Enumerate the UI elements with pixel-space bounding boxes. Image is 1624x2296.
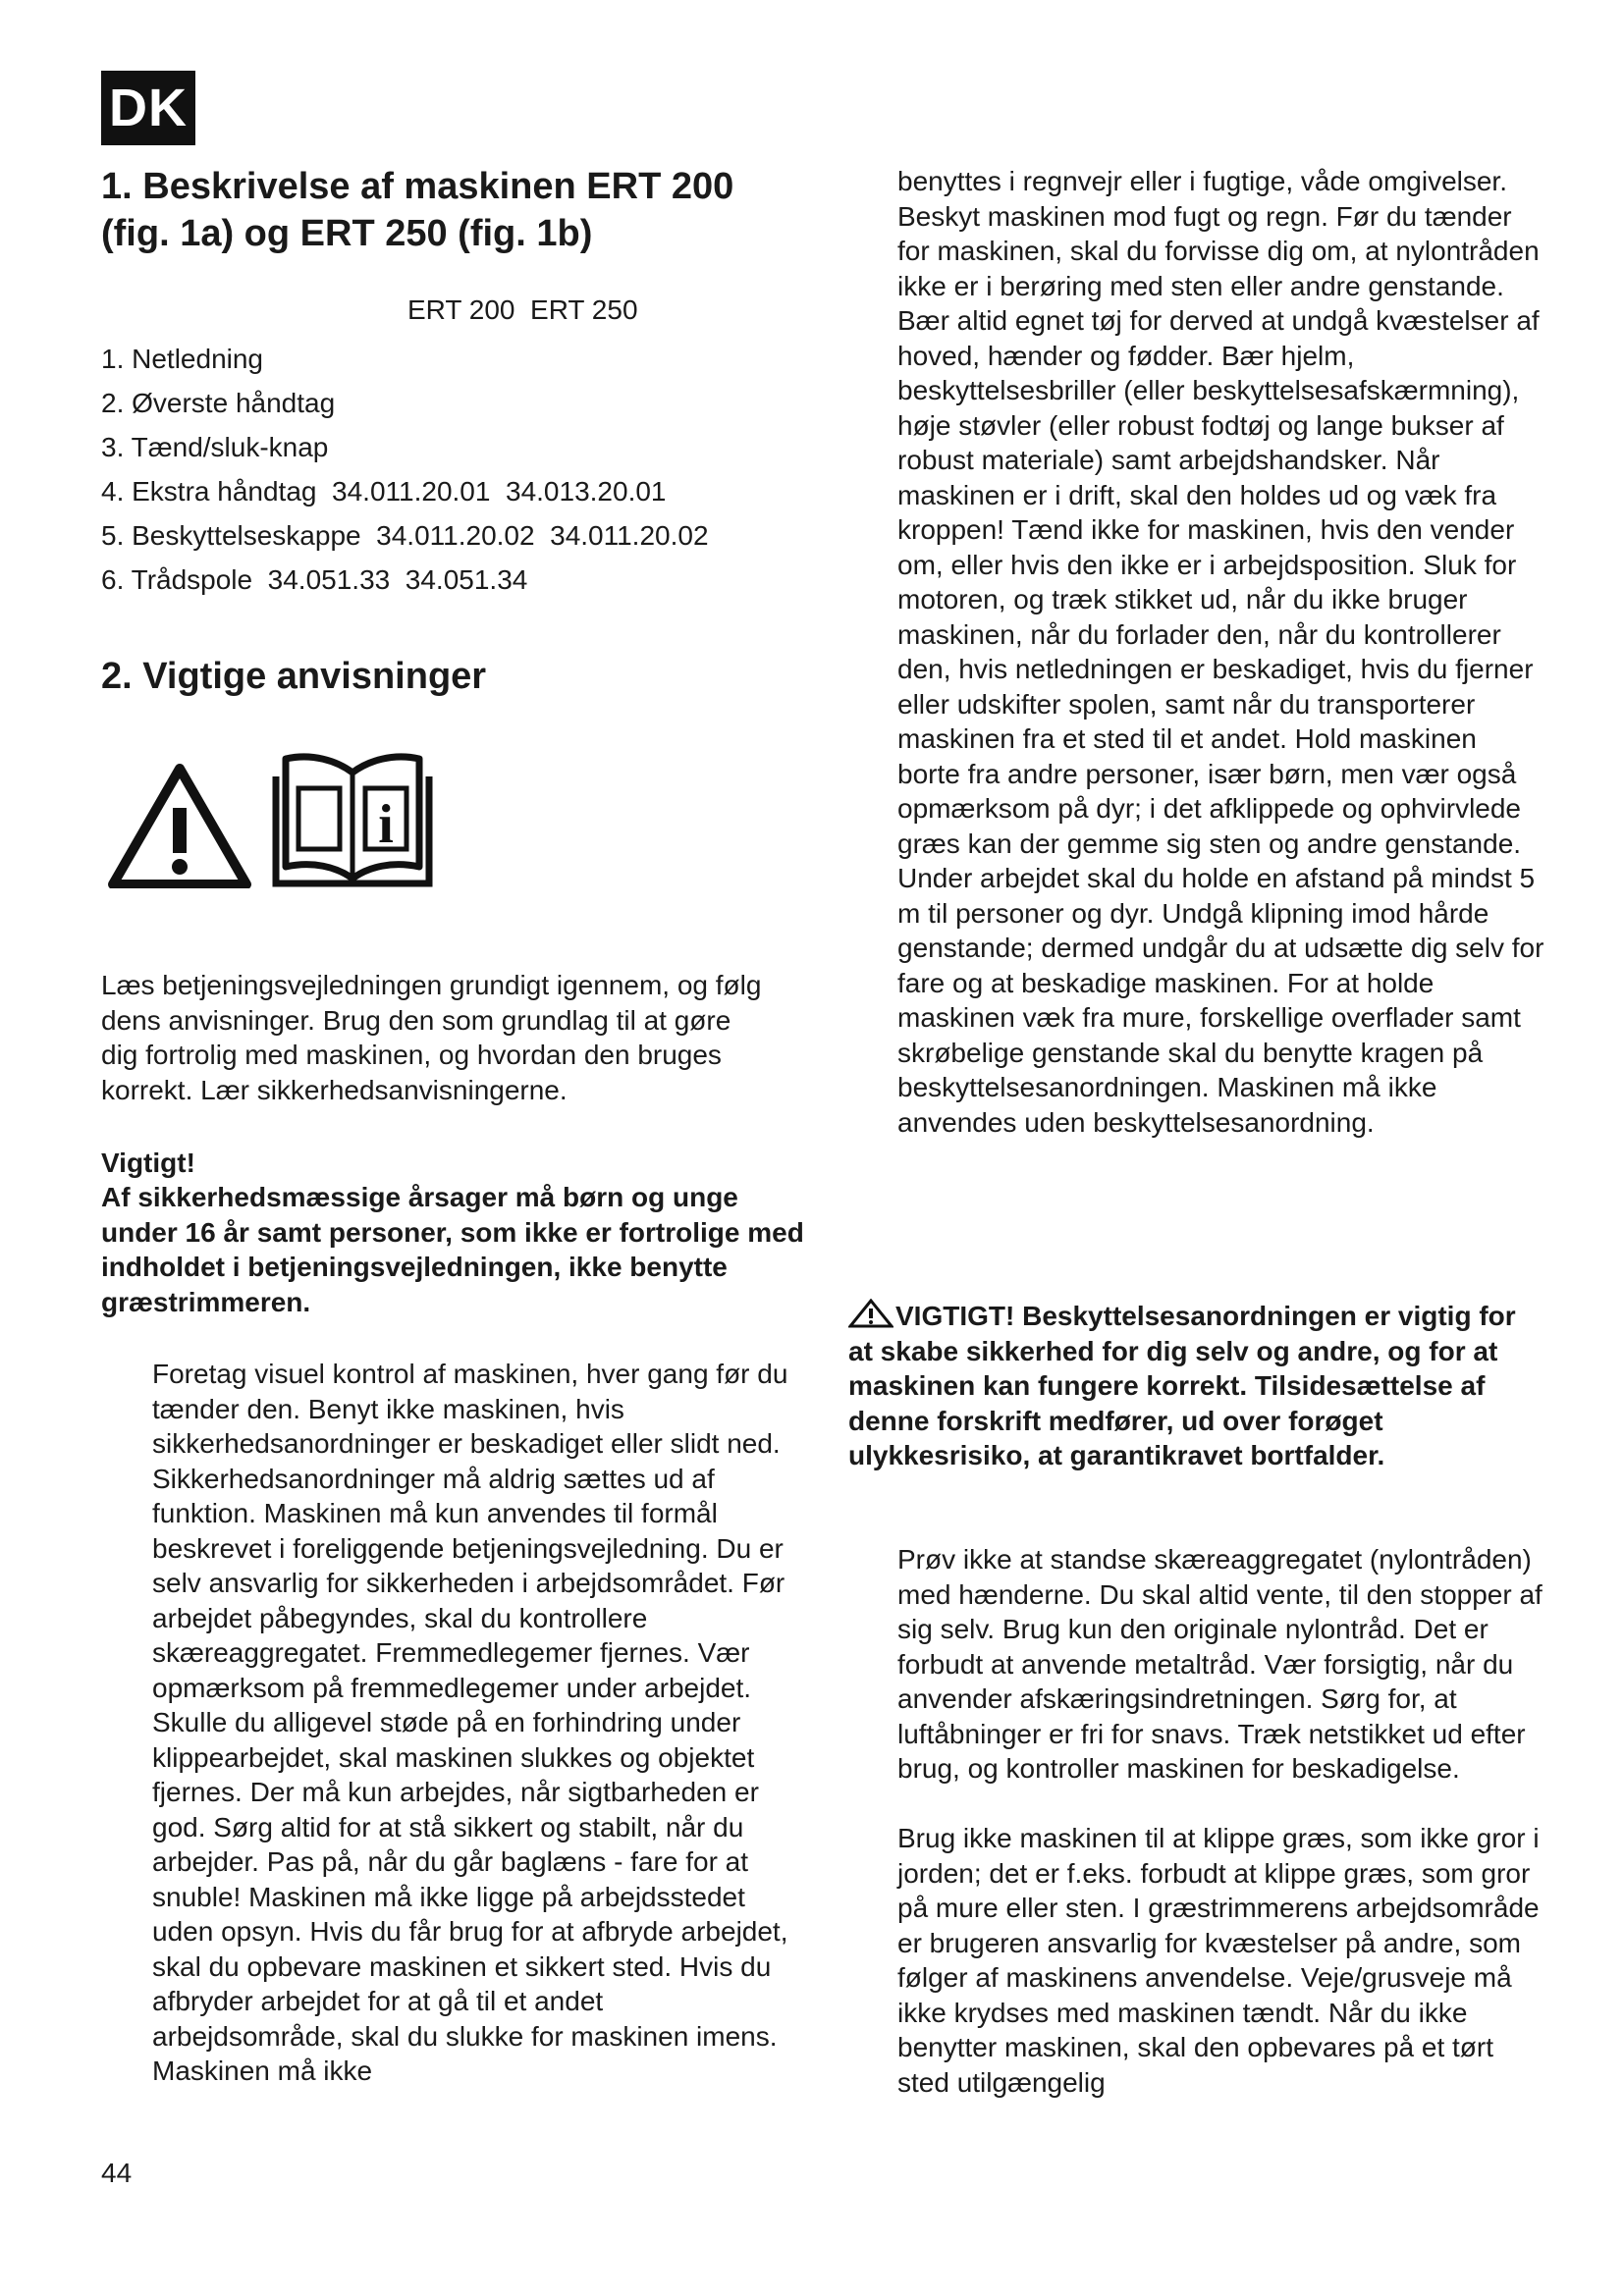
section2-title: 2. Vigtige anvisninger <box>101 656 487 697</box>
safety-paragraph-right: benyttes i regnvejr eller i fugtige, våde omgivelser. Beskyt maskinen mod fugt og regn. Før du tænder for maskinen, skal du forvisse dig om, at nylontråden ikke er i berøring med sten eller andre genstande. Bær altid egnet tøj for derved at undgå kvæstelser af hoved, hænder og fødder. Bær hjelm, beskyttelsesbriller (eller beskyttelsesafskærmning), høje støvler (eller robust fodtøj og lange bukser af robust materiale) samt arbejdshandsker. Når maskinen er i drift, skal den holdes ud og væk fra kroppen! Tænd ikke for maskinen, hvis den vender om, eller hvis den ikke er i arbejdsposition. Sluk for motoren, og træk stikket ud, når du ikke bruger maskinen, når du forlader den, når du kontrollerer den, hvis netledningen er beskadiget, hvis du fjerner eller udskifter spolen, samt når du transporterer maskinen fra et sted til et andet. Hold maskinen borte fra andre personer, især børn, men vær også opmærksom på dyr; i det afklippede og ophvirvlede græs kan der gemme sig sten og andre genstande. Under arbejdet skal du holde en afstand på mindst 5 m til personer og dyr. Undgå klipning imod hårde genstande; dermed undgår du at udsætte dig selv for fare og at beskadige maskinen. For at holde maskinen væk fra mure, forskellige overflader samt skrøbelige genstande skal du benytte kragen på beskyttelsesanordningen. Maskinen må ikke anvendes uden beskyttelsesanordning. <box>897 166 1544 1138</box>
warning-notice <box>848 1299 1536 1473</box>
read-manual-icon <box>276 757 429 883</box>
list-item: 1. Netledning <box>101 344 264 374</box>
handling-paragraph: Prøv ikke at standse skæreaggregatet (nylontråden) med hænderne. Du skal altid vente, til den stopper af sig selv. Brug kun den originale nylontråd. Det er forbudt at anvende metaltråd. Vær forsigtig, når du anvender afskæringsindretningen. Sørg for, at luftåbninger er fri for snavs. Træk netstikket ud efter brug, og kontroller maskinen for beskadigelse. <box>897 1544 1543 1784</box>
warning-triangle-icon <box>848 1299 893 1328</box>
list-item: 5. Beskyttelseskappe 34.011.20.02 34.011.20.02 <box>101 520 709 551</box>
important-text: Af sikkerhedsmæssige årsager må børn og unge under 16 år samt personer, som ikke er fortrolige med indholdet i betjeningsvejledningen, ikke benytte græstrimmeren. <box>101 1182 804 1317</box>
safety-paragraph-left: Foretag visuel kontrol af maskinen, hver gang før du tænder den. Benyt ikke maskinen, hvis sikkerhedsanordninger er beskadiget eller slidt ned. Sikkerhedsanordninger må aldrig sættes ud af funktion. Maskinen må kun anvendes til formål beskrevet i foreliggende betjeningsvejledning. Du er selv ansvarlig for sikkerheden i arbejdsområdet. Før arbejdet påbegyndes, skal du kontrollere skæreaggregatet. Fremmedlegemer fjernes. Vær opmærksom på fremmedlegemer under arbejdet. Skulle du alligevel støde på en forhindring under klippearbejdet, skal maskinen slukkes og objektet fjernes. Der må kun arbejdes, når sigtbarheden er god. Sørg altid for at stå sikkert og stabilt, når du arbejder. Pas på, når du går baglæns - fare for at snuble! Maskinen må ikke ligge på arbejdsstedet uden opsyn. Hvis du får brug for at afbryde arbejdet, skal du opbevare maskinen et sikkert sted. Hvis du afbryder arbejdet for at gå til et andet arbejdsområde, skal du slukke for maskinen imens. Maskinen må ikke <box>152 1359 788 2086</box>
parts-list <box>101 337 709 602</box>
safety-icons <box>101 751 455 893</box>
usage-paragraph: Brug ikke maskinen til at klippe græs, som ikke gror i jorden; det er f.eks. forbudt at klippe græs, som gror på mure eller sten. I græstrimmerens arbejdsområde er brugeren ansvarlig for kvæstelser på andre, som følger af maskinens anvendelse. Veje/grusveje må ikke krydses med maskinen tændt. Når du ikke benytter maskinen, skal den opbevares på et tørt sted utilgængelig <box>897 1823 1540 2098</box>
list-item: 4. Ekstra håndtag 34.011.20.01 34.013.20.01 <box>101 476 667 507</box>
section1-title: 1. Beskrivelse af maskinen ERT 200 (fig. 1a) og ERT 250 (fig. 1b) <box>101 166 734 254</box>
warning-triangle-icon <box>113 769 246 884</box>
page-number: 44 <box>101 2158 133 2188</box>
list-item: 2. Øverste håndtag <box>101 388 336 418</box>
list-item: 6. Trådspole 34.051.33 34.051.34 <box>101 564 528 595</box>
model-column-header: ERT 200 ERT 250 <box>407 294 638 325</box>
language-badge: DK <box>101 71 195 145</box>
important-label: Vigtigt! <box>101 1148 195 1178</box>
intro-paragraph: Læs betjeningsvejledningen grundigt igennem, og følg dens anvisninger. Brug den som grundlag til at gøre dig fortrolig med maskinen, og hvordan den bruges korrekt. Lær sikkerhedsanvisningerne. <box>101 970 762 1105</box>
list-item: 3. Tænd/sluk-knap <box>101 432 329 462</box>
svg-text:i: i <box>378 794 394 855</box>
warning-text: VIGTIGT! Beskyttelsesanordningen er vigtig for at skabe sikkerhed for dig selv og andre, og for at maskinen kan fungere korrekt. Tilsidesættelse af denne forskrift medfører, ud over forøget ulykkesrisiko, at garantikravet bortfalder. <box>848 1301 1516 1470</box>
